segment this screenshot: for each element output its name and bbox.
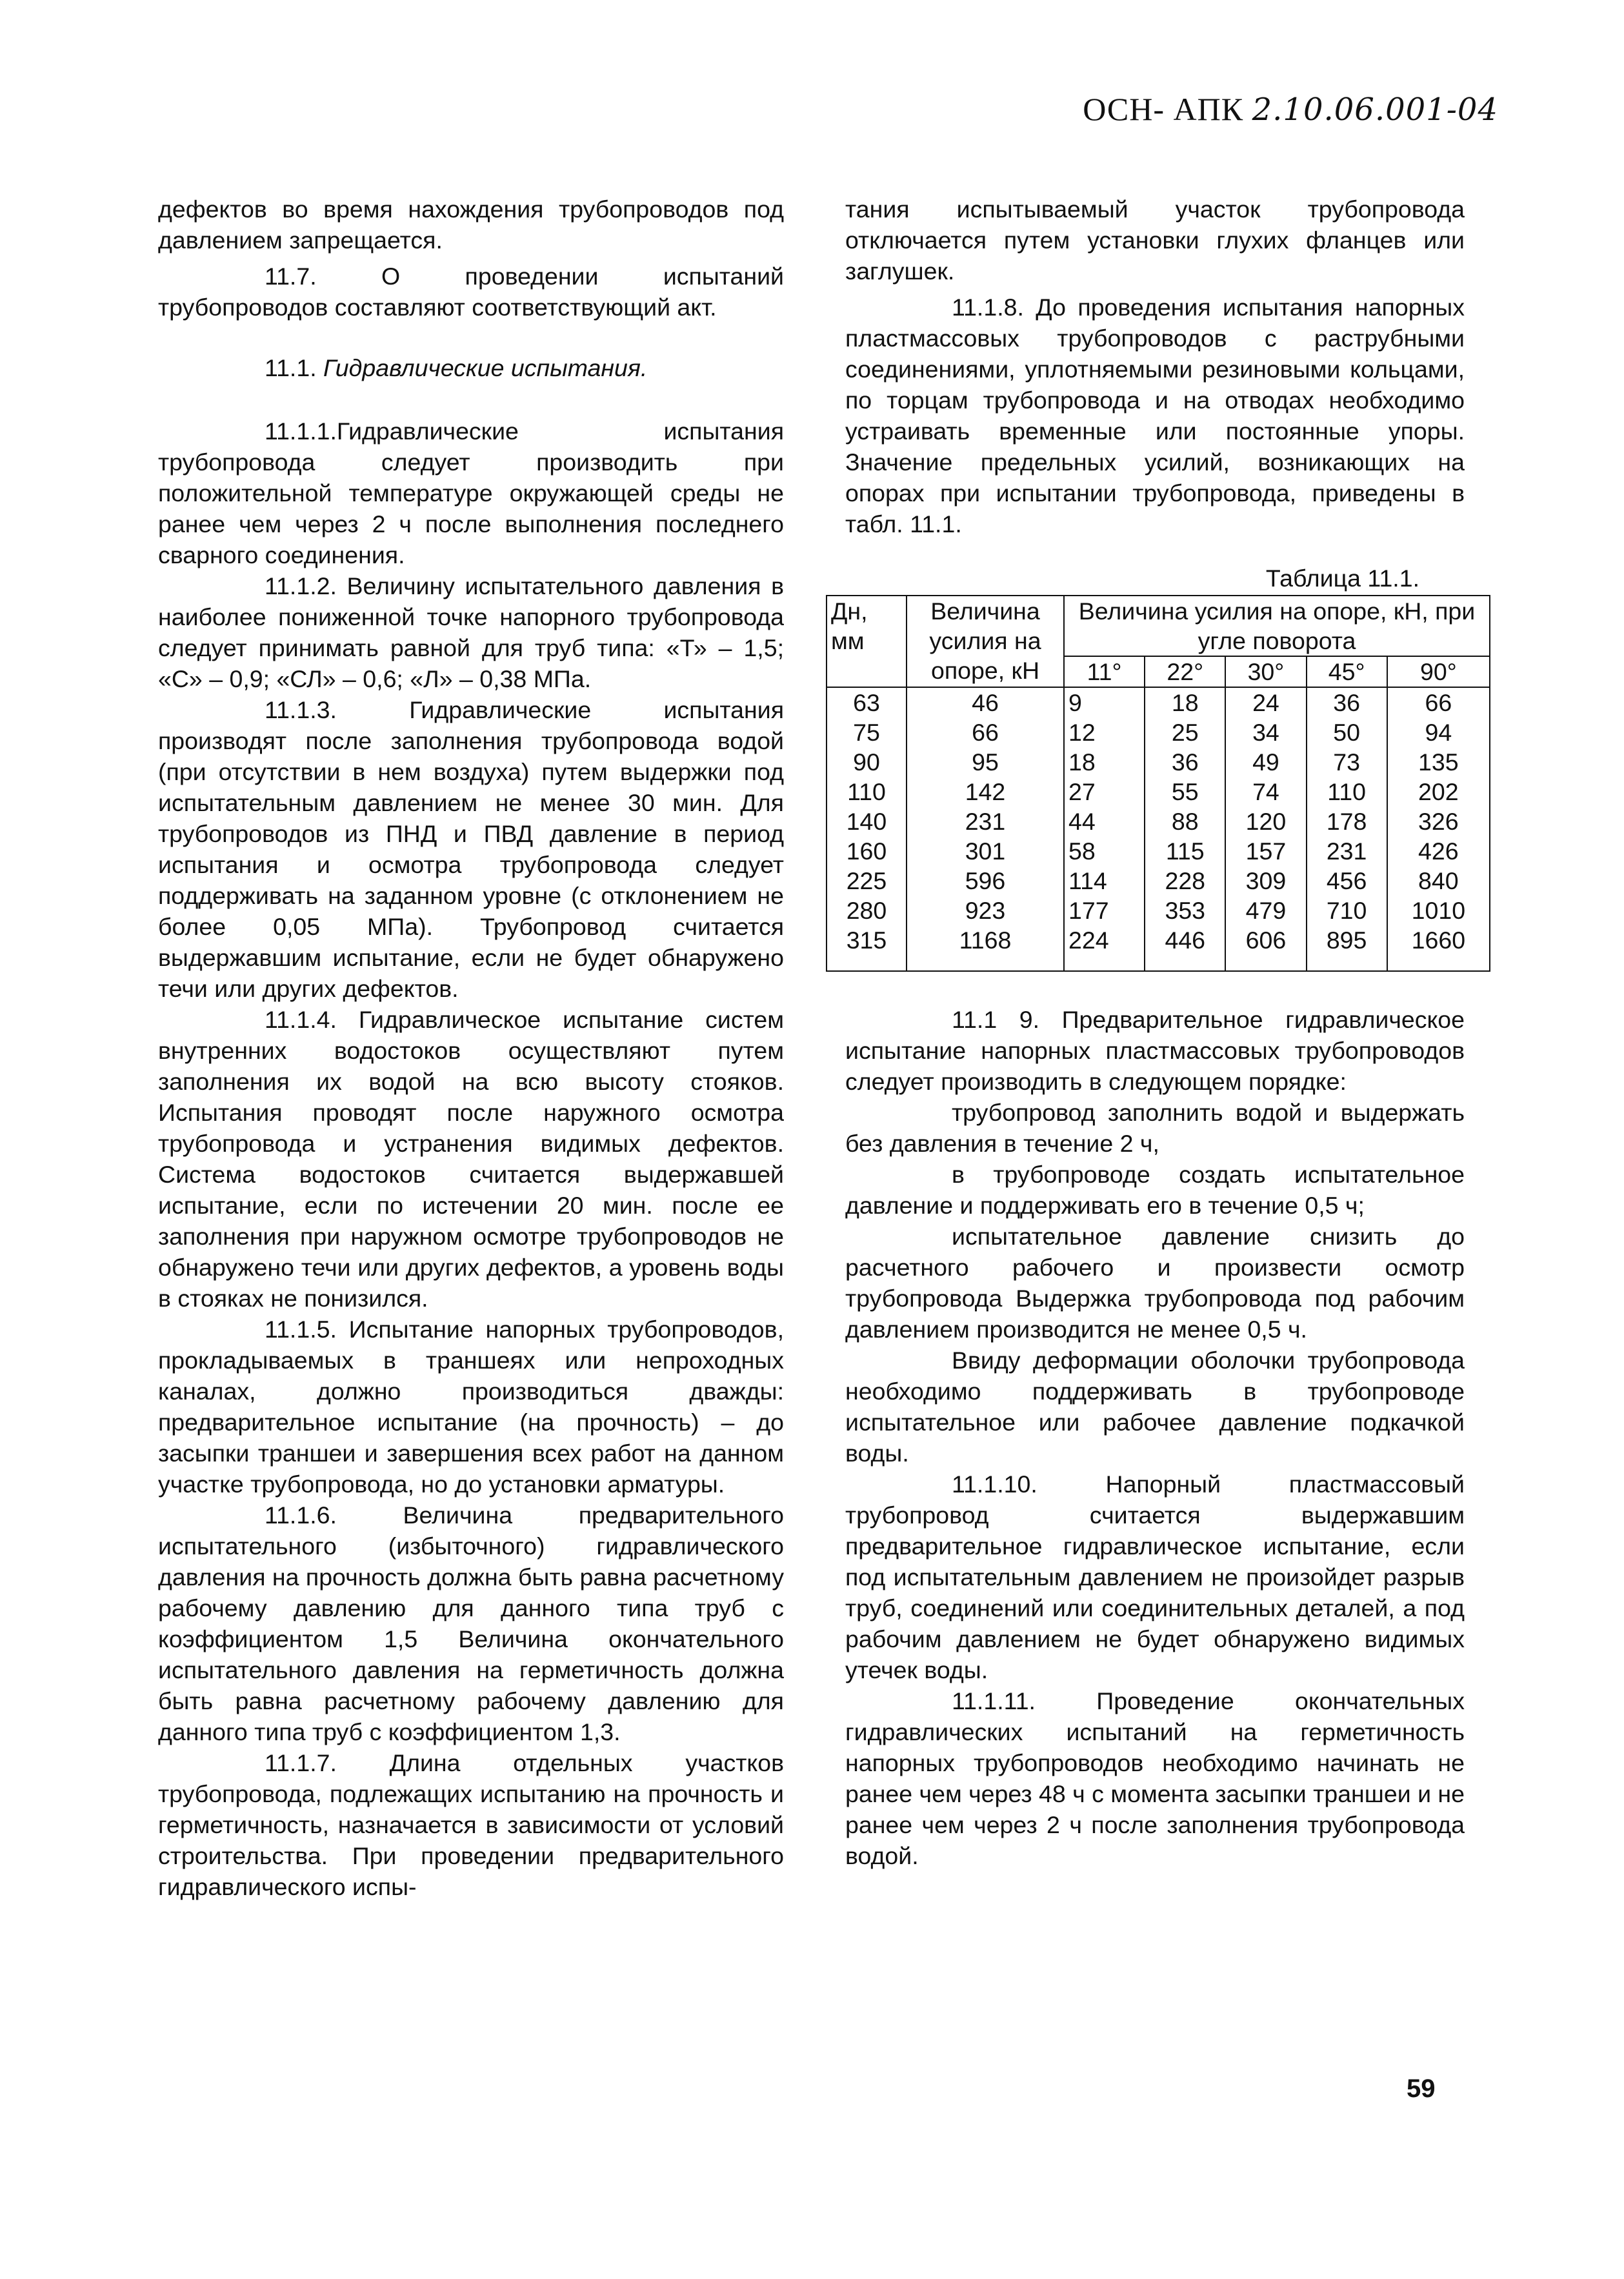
angle-header: 45° — [1307, 656, 1387, 687]
cell-angle: 456 — [1307, 866, 1387, 896]
cell-angle: 18 — [1064, 747, 1145, 777]
paragraph-11-1-10: 11.1.10. Напорный пластмассовый трубопровод считается выдержавшим предварительное гидравлическое испытание, если под испытательным давлением не произойдет разрыв труб, соединений или соединительных деталей, а под рабочим давлением не будет обнаружено видимых утечек воды. — [845, 1471, 1465, 1683]
step-item: испытательное давление снизить до расчетного рабочего и произвести осмотр трубопровода Выдержка трубопровода под рабочим давлением производится не менее 0,5 ч. — [845, 1223, 1465, 1343]
table-row — [827, 866, 1490, 896]
paragraph: тания испытываемый участок трубопровода отключается путем установки глухих фланцев или заглушек. — [845, 196, 1465, 285]
cell-angle: 12 — [1064, 718, 1145, 747]
left-column — [158, 194, 784, 1902]
cell-angle: 426 — [1387, 836, 1490, 866]
paragraph-11-7: 11.7. О проведении испытаний трубопроводов составляют соответствующий акт. — [158, 263, 784, 321]
cell-dn: 90 — [827, 747, 907, 777]
angle-header: 30° — [1225, 656, 1306, 687]
cell-angle: 36 — [1307, 687, 1387, 718]
cell-dn: 280 — [827, 896, 907, 925]
cell-dn: 160 — [827, 836, 907, 866]
cell-angle: 309 — [1225, 866, 1306, 896]
cell-angle: 110 — [1307, 777, 1387, 807]
cell-angle: 606 — [1225, 925, 1306, 971]
cell-angle: 135 — [1387, 747, 1490, 777]
paragraph-11-1-2: 11.1.2. Величину испытательного давления в наиболее пониженной точке напорного трубопровода следует принимать равной для труб типа: «Т» – 1,5; «С» – 0,9; «СЛ» – 0,6; «Л» – 0,38 МПа. — [158, 572, 784, 692]
cell-angle: 840 — [1387, 866, 1490, 896]
document-code — [1083, 90, 1498, 128]
cell-angle: 178 — [1307, 807, 1387, 836]
cell-dn: 110 — [827, 777, 907, 807]
cell-angle: 479 — [1225, 896, 1306, 925]
table-row — [827, 718, 1490, 747]
cell-force: 923 — [907, 896, 1064, 925]
cell-angle: 202 — [1387, 777, 1490, 807]
cell-angle: 36 — [1145, 747, 1225, 777]
cell-angle: 50 — [1307, 718, 1387, 747]
cell-angle: 18 — [1145, 687, 1225, 718]
cell-angle: 34 — [1225, 718, 1306, 747]
cell-angle: 1010 — [1387, 896, 1490, 925]
cell-angle: 24 — [1225, 687, 1306, 718]
table-row — [827, 807, 1490, 836]
cell-angle: 9 — [1064, 687, 1145, 718]
column-header-force-angle: Величина усилия на опоре, кН, при угле поворота — [1064, 596, 1490, 656]
force-table — [826, 595, 1490, 972]
step-item: трубопровод заполнить водой и выдержать без давления в течение 2 ч, — [845, 1099, 1465, 1157]
cell-force: 231 — [907, 807, 1064, 836]
cell-force: 46 — [907, 687, 1064, 718]
cell-angle: 710 — [1307, 896, 1387, 925]
cell-dn: 315 — [827, 925, 907, 971]
cell-angle: 446 — [1145, 925, 1225, 971]
table-body — [827, 687, 1490, 971]
cell-angle: 895 — [1307, 925, 1387, 971]
section-heading — [158, 352, 784, 383]
cell-angle: 326 — [1387, 807, 1490, 836]
paragraph-11-1-4: 11.1.4. Гидравлическое испытание систем внутренних водостоков осуществляют путем заполнения их водой на всю высоту стояков. Испытания проводят после наружного осмотра трубопровода и устранения видимых дефектов. Система водостоков считается выдержавшей испытание, если по истечении 20 мин. после ее заполнения при наружном осмотре трубопроводов не обнаружено течи или других дефектов, а уровень воды в стояках не понизился. — [158, 1006, 784, 1312]
cell-angle: 115 — [1145, 836, 1225, 866]
cell-angle: 27 — [1064, 777, 1145, 807]
table-row — [827, 896, 1490, 925]
cell-angle: 58 — [1064, 836, 1145, 866]
column-header-force: Величина усилия на опоре, кН — [907, 596, 1064, 687]
cell-force: 142 — [907, 777, 1064, 807]
cell-force: 1168 — [907, 925, 1064, 971]
step-item: в трубопроводе создать испытательное давление и поддерживать его в течение 0,5 ч; — [845, 1161, 1465, 1219]
cell-angle: 44 — [1064, 807, 1145, 836]
cell-dn: 63 — [827, 687, 907, 718]
angle-header: 90° — [1387, 656, 1490, 687]
cell-angle: 353 — [1145, 896, 1225, 925]
paragraph-11-1-11: 11.1.11. Проведение окончательных гидравлических испытаний на герметичность напорных трубопроводов необходимо начинать не ранее чем через 48 ч с момента засыпки траншеи и не ранее чем через 2 ч после заполнения трубопровода водой. — [845, 1687, 1465, 1869]
table-row — [827, 925, 1490, 971]
paragraph-11-1-1: 11.1.1.Гидравлические испытания трубопровода следует производить при положительной температуре окружающей среды не ранее чем через 2 ч после выполнения последнего сварного соединения. — [158, 417, 784, 568]
cell-dn: 75 — [827, 718, 907, 747]
cell-angle: 231 — [1307, 836, 1387, 866]
table-caption: Таблица 11.1. — [1265, 565, 1419, 592]
cell-angle: 25 — [1145, 718, 1225, 747]
cell-dn: 140 — [827, 807, 907, 836]
paragraph-11-1-7: 11.1.7. Длина отдельных участков трубопровода, подлежащих испытанию на прочность и герметичность, назначается в зависимости от условий строительства. При проведении предварительного гидравлического испы- — [158, 1749, 784, 1900]
paragraph-11-1-9: 11.1 9. Предварительное гидравлическое испытание напорных пластмассовых трубопроводов следует производить в следующем порядке: — [845, 1006, 1465, 1095]
paragraph-11-1-6: 11.1.6. Величина предварительного испытательного (избыточного) гидравлического давления на прочность должна быть равна расчетному рабочему давлению для данного типа труб с коэффициентом 1,5 Величина окончательного испытательного давления на герметичность должна быть равна расчетному рабочему давлению для данного типа труб с коэффициентом 1,3. — [158, 1501, 785, 1745]
table-row — [827, 747, 1490, 777]
cell-angle: 66 — [1387, 687, 1490, 718]
cell-angle: 120 — [1225, 807, 1306, 836]
cell-force: 66 — [907, 718, 1064, 747]
angle-header: 22° — [1145, 656, 1225, 687]
cell-angle: 114 — [1064, 866, 1145, 896]
table-row — [827, 777, 1490, 807]
cell-angle: 49 — [1225, 747, 1306, 777]
cell-angle: 88 — [1145, 807, 1225, 836]
paragraph: дефектов во время нахождения трубопроводов под давлением запрещается. — [158, 196, 784, 254]
cell-force: 95 — [907, 747, 1064, 777]
cell-angle: 94 — [1387, 718, 1490, 747]
cell-angle: 73 — [1307, 747, 1387, 777]
document-code-printed: ОСН- АПК — [1083, 91, 1244, 127]
cell-force: 301 — [907, 836, 1064, 866]
cell-angle: 157 — [1225, 836, 1306, 866]
cell-angle: 224 — [1064, 925, 1145, 971]
cell-angle: 228 — [1145, 866, 1225, 896]
angle-header: 11° — [1064, 656, 1145, 687]
right-column — [831, 194, 1476, 1871]
cell-force: 596 — [907, 866, 1064, 896]
cell-angle: 1660 — [1387, 925, 1490, 971]
cell-dn: 225 — [827, 866, 907, 896]
paragraph: Ввиду деформации оболочки трубопровода необходимо поддерживать в трубопроводе испытательное или рабочее давление подкачкой воды. — [845, 1347, 1465, 1467]
paragraph-11-1-5: 11.1.5. Испытание напорных трубопроводов, прокладываемых в траншеях или непроходных каналах, должно производиться дважды: предварительное испытание (на прочность) – до засыпки траншеи и завершения всех работ на данном участке трубопровода, но до установки арматуры. — [158, 1316, 784, 1498]
document-code-handwritten: 2.10.06.001-04 — [1252, 92, 1498, 128]
table-row — [827, 836, 1490, 866]
section-heading-number: 11.1. — [265, 354, 317, 381]
cell-angle: 177 — [1064, 896, 1145, 925]
section-heading-text: Гидравлические испытания. — [323, 354, 648, 381]
paragraph-11-1-8: 11.1.8. До проведения испытания напорных пластмассовых трубопроводов с раструбными соединениями, уплотняемыми резиновыми кольцами, по торцам трубопровода и на отводах необходимо устраивать временные или постоянные упоры. Значение предельных усилий, возникающих на опорах при испытании трубопровода, приведены в табл. 11.1. — [845, 294, 1465, 537]
cell-angle: 74 — [1225, 777, 1306, 807]
column-header-dn: Дн, мм — [827, 596, 907, 687]
page-number: 59 — [1407, 2074, 1436, 2103]
table-row — [827, 687, 1490, 718]
paragraph-11-1-3: 11.1.3. Гидравлические испытания производят после заполнения трубопровода водой (при отсутствии в нем воздуха) путем выдержки под испытательным давлением не менее 30 мин. Для трубопроводов из ПНД и ПВД давление в период испытания и осмотра трубопровода следует поддерживать на заданном уровне (с отклонением не более 0,05 МПа). Трубопровод считается выдержавшим испытание, если не будет обнаружено течи или других дефектов. — [158, 696, 784, 1002]
cell-angle: 55 — [1145, 777, 1225, 807]
